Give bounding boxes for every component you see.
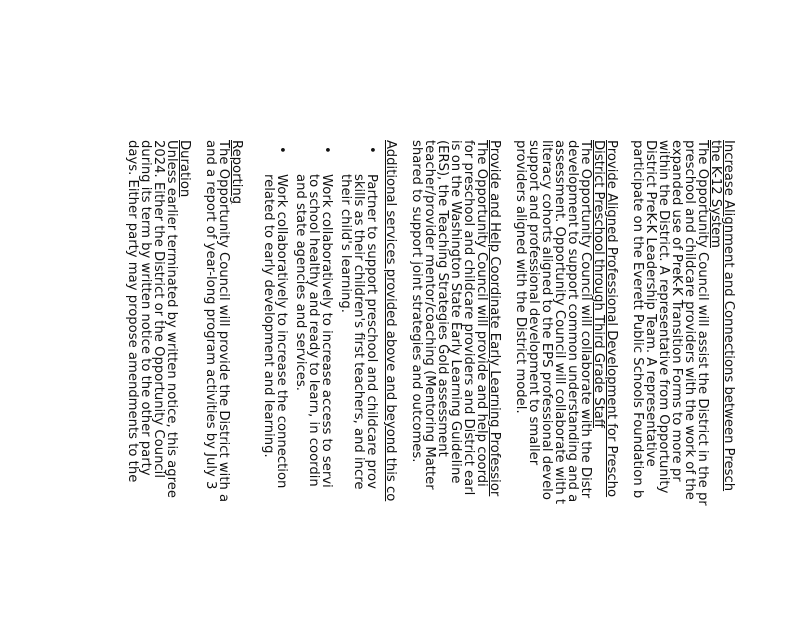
section-heading: Additional services provided above and beyond this co [383, 140, 398, 502]
bullet-line: Work collaboratively to increase the connection [274, 174, 289, 489]
body-line: literacy cohorts aligned to the EPS professional develo [539, 140, 554, 500]
body-line: The Opportunity Council will collaborate with the Distr [578, 140, 593, 499]
body-line: for preschool and childcare providers and District earl [461, 140, 476, 496]
body-line: preschool and childcare providers with the work of the [682, 140, 697, 500]
bullet-line: related to early development and learning. [261, 174, 276, 458]
body-line: teacher/provider mentor/coaching (Mentoring Matter [422, 140, 437, 490]
section-heading: Provide and Help Coordinate Early Learning Professior [487, 140, 502, 497]
section-heading: Provide Aligned Professional Development for Prescho [604, 140, 619, 498]
body-line: The Opportunity Council will provide and help coordi [474, 140, 489, 487]
body-line: providers aligned with the District model. [513, 140, 528, 414]
bullet-line: skills as their children's first teachers, and incre [351, 174, 366, 490]
section-early-learning [410, 140, 501, 618]
body-line: during its term by written notice to the other party [138, 140, 153, 476]
body-line: participate on the Everett Public Schools Foundation b [630, 140, 645, 499]
section-alignment [631, 140, 735, 618]
bullet-item [294, 140, 333, 618]
body-line: shared to support joint strategies and outcomes. [409, 140, 424, 463]
body-line: (ERS), the Teaching Strategies Gold assessment [435, 140, 450, 457]
bullet-item [339, 140, 378, 618]
body-line: Unless earlier terminated by written notice, this agree [164, 140, 179, 498]
body-line: assessment. Opportunity Council will collaborate with t [552, 140, 567, 505]
body-line: District PreK-K Leadership Team. A representative [643, 140, 658, 467]
rotated-document [126, 140, 735, 618]
section-heading: the K-12 System [708, 140, 723, 249]
body-line: The Opportunity Council will assist the District in the pr [695, 140, 710, 506]
bullet-line: their child's learning. [338, 174, 353, 313]
body-line: development to support common understanding and a [565, 140, 580, 503]
bullet-line: Partner to support preschool and childcare prov [364, 174, 379, 489]
section-heading: Duration [177, 140, 192, 198]
body-line: and a report of year-long program activities by July 3 [203, 140, 218, 490]
bullet-item [262, 140, 288, 618]
bullet-line: Work collaboratively to increase access to servi [319, 174, 334, 488]
section-heading: Reporting [229, 140, 244, 205]
bullet-line: to school healthy and ready to learn, in coordin [306, 174, 321, 487]
body-line: 2024. Either the District or the Opportunity Council [151, 140, 166, 479]
bullet-glyph: • [274, 146, 289, 154]
bullet-line: and state agencies and services. [293, 174, 308, 391]
section-reporting [204, 140, 243, 618]
spacer [243, 140, 256, 618]
section-duration [126, 140, 191, 618]
body-line: support and professional development to smaller [526, 140, 541, 466]
section-professional-dev [514, 140, 618, 618]
bullet-glyph: • [364, 146, 379, 154]
body-line: The Opportunity Council will provide the District with a [216, 140, 231, 503]
body-line: days. Either party may propose amendments to the [125, 140, 140, 483]
body-line: is on the Washington State Early Learning Guideline [448, 140, 463, 484]
section-heading: Increase Alignment and Connections between Presch [721, 140, 736, 492]
section-heading: District Preschool through Third Grade Staff [591, 140, 606, 428]
body-line: within the District. A representative from Opportunity [656, 140, 671, 494]
body-line: expanded use of PreK-K Transition Forms to more pr [669, 140, 684, 482]
bullet-glyph: • [319, 146, 334, 154]
section-additional [256, 140, 397, 618]
